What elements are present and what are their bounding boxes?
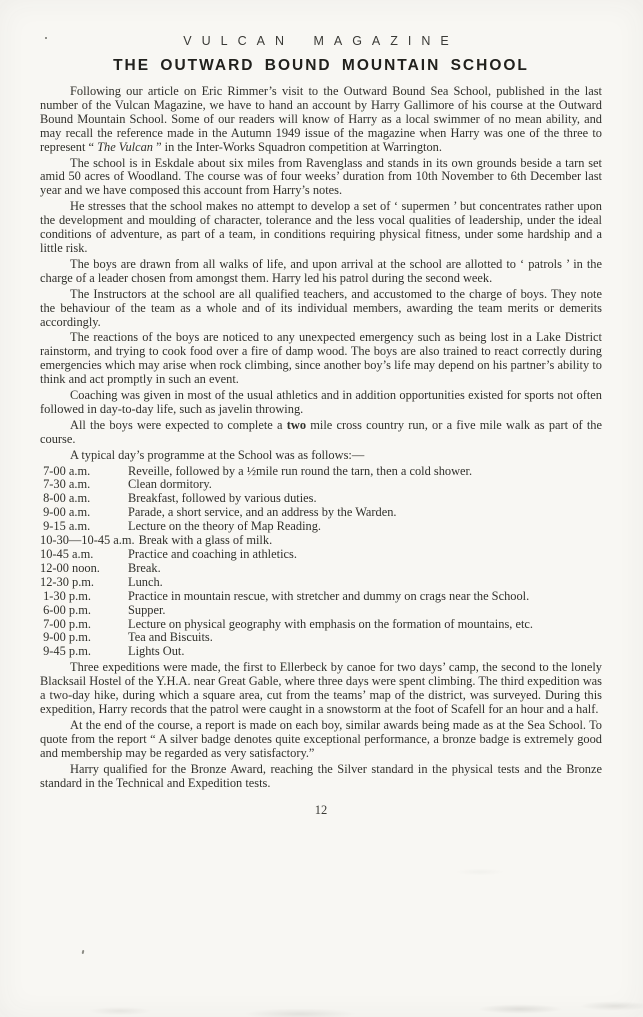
text-run: At the end of the course, a report is made on each boy, similar awards being made as at the Sea School. To quote from the report “ A silver badge denotes quite exceptional performance, a bronze badge is extremely good and membership may be regarded as very satisfactory.” [40,717,602,760]
schedule-activity: Reveille, followed by a ½mile run round the tarn, then a cold shower. [128,463,473,478]
paragraph [40,288,602,330]
schedule-time: 10-30—10-45 a.m. [40,533,135,548]
schedule-row [40,631,602,645]
schedule-row [40,590,602,604]
schedule-activity: Tea and Biscuits. [128,630,213,645]
ink-speck [45,37,47,39]
paragraph [40,661,602,717]
schedule-row [40,465,602,479]
schedule-time: 9-00 a.m. [40,505,91,520]
schedule-time: 8-00 a.m. [40,491,91,506]
schedule-time: 7-00 p.m. [40,616,91,631]
text-run: Three expeditions were made, the first to Ellerbeck by canoe for two days’ camp, the second to the lonely Blacksail Hostel of the Y.H.A. near Great Gable, where three days were spent climbing. The third expedition was a two-day hike, during which a square area, cut from the teams’ map of the district, was surveyed. During this expedition, Harry records that the patrol were caught in a snowstorm at the foot of Scafell for an hour and a half. [40,660,602,716]
schedule-row [40,548,602,562]
schedule-activity: Lights Out. [128,644,185,659]
schedule-activity: Lecture on physical geography with emphasis on the formation of mountains, etc. [128,616,534,631]
schedule-time: 12-30 p.m. [40,574,95,589]
schedule-row [40,506,602,520]
article-title: THE OUTWARD BOUND MOUNTAIN SCHOOL [113,57,529,74]
paragraph [40,200,602,256]
schedule-activity: Break. [128,560,161,575]
text-run: A typical day’s programme at the School was as follows:— [70,447,365,462]
text-run: mile cross country run, or a five mile walk as part of the course. [40,417,602,446]
text-run: He stresses that the school makes no attempt to develop a set of ‘ supermen ’ but concentrates rather upon the development and moulding of character, tolerance and the less vocal qualities of leadership, under the ideal conditions of adventure, as part of a team, in conditions requiring physical fitness, under some hardship and a little risk. [40,199,602,255]
paragraph [40,389,602,417]
paragraph [40,258,602,286]
page-number: 12 [314,803,328,818]
daily-programme [40,465,602,660]
schedule-time: 7-00 a.m. [40,463,91,478]
schedule-row [40,604,602,618]
schedule-row [40,478,602,492]
text-run: The boys are drawn from all walks of life, and upon arrival at the school are allotted to ‘ patrols ’ in the charge of a leader chosen from amongst them. Harry led his patrol during the second week. [40,256,602,285]
text-run: Harry qualified for the Bronze Award, reaching the Silver standard in the physical tests and the Bronze standard in the Technical and Expedition tests. [40,761,602,790]
schedule-row [40,645,602,659]
paragraph [40,157,602,199]
paragraph [40,449,602,463]
schedule-row [40,492,602,506]
paragraph [40,331,602,387]
paragraph [40,85,602,155]
text-run: The reactions of the boys are noticed to any unexpected emergency such as being lost in a Lake District rainstorm, and trying to cook food over a fire of damp wood. The boys are also trained to react correctly during emergencies which may arise when rock climbing, since another boy’s life may depend on his partner’s ability to think and act promptly in such an event. [40,330,602,387]
schedule-time: 9-45 p.m. [40,644,91,659]
ink-speck [82,950,85,954]
schedule-activity: Lunch. [128,574,163,589]
schedule-activity: Clean dormitory. [128,477,212,492]
schedule-row [40,576,602,590]
schedule-time: 7-30 a.m. [40,477,91,492]
text-run: ” in the Inter-Works Squadron competition at Warrington. [152,139,442,154]
schedule-time: 9-15 a.m. [40,519,91,534]
paragraph [40,763,602,791]
schedule-activity: Supper. [128,602,166,617]
schedule-time: 1-30 p.m. [40,588,91,603]
schedule-time: 10-45 a.m. [40,547,94,561]
schedule-activity: Lecture on the theory of Map Reading. [128,519,322,534]
schedule-row [40,562,602,576]
text-run: two [286,417,307,432]
text-run: The Instructors at the school are all qualified teachers, and accustomed to the charge of boys. They note the behaviour of the team as a whole and of its individual members, awarding the team merits or demerits accordingly. [40,286,602,329]
magazine-title: VULCAN MAGAZINE [183,34,459,48]
text-run: Coaching was given in most of the usual athletics and in addition opportunities existed for sports not often followed in day-to-day life, such as javelin throwing. [40,388,602,416]
schedule-row [40,520,602,534]
schedule-activity: Parade, a short service, and an address by the Warden. [128,505,397,520]
schedule-time: 12-00 noon. [40,560,100,575]
schedule-activity: Break with a glass of milk. [138,533,273,548]
schedule-time: 9-00 p.m. [40,630,91,645]
paragraph [40,719,602,761]
schedule-row [40,534,602,548]
schedule-activity: Breakfast, followed by various duties. [128,491,317,506]
text-run: The school is in Eskdale about six miles from Ravenglass and stands in its own grounds beside a tarn set amid 50 acres of Woodland. The course was of four weeks’ duration from 10th November to 6th December last year and we have composed this account from Harry’s notes. [40,155,602,198]
schedule-row [40,618,602,632]
schedule-activity: Practice in mountain rescue, with stretcher and dummy on crags near the School. [128,588,530,603]
text-run: The Vulcan [97,139,153,154]
article-body [40,85,602,790]
schedule-activity: Practice and coaching in athletics. [128,547,297,561]
schedule-time: 6-00 p.m. [40,602,91,617]
paragraph [40,419,602,447]
text-run: Following our article on Eric Rimmer’s visit to the Outward Bound Sea School, published in the last number of the Vulcan Magazine, we have to hand an account by Harry Gallimore of his course at the Outward Bound Mountain School. Some of our readers will know of Harry as a local swimmer of no mean ability, and may recall the reference made in the Autumn 1949 issue of the magazine when Harry was one of the three to represent “ [40,84,602,154]
text-run: All the boys were expected to complete a [70,417,287,432]
